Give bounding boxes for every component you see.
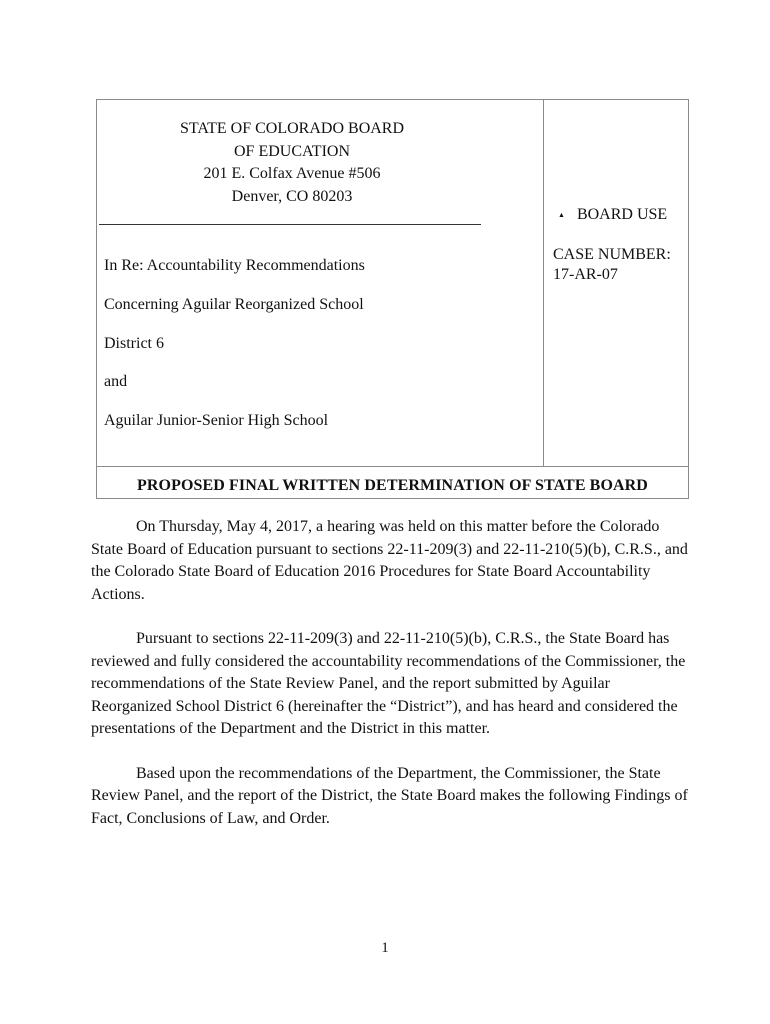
in-re-line-5: Aguilar Junior-Senior High School [104,412,329,430]
board-use-label [558,206,667,224]
document-title: PROPOSED FINAL WRITTEN DETERMINATION OF STATE BOARD [97,466,688,498]
court-city-state-zip: Denver, CO 80203 [231,187,353,205]
board-use-marker: ▲ [558,211,565,220]
case-number-value: 17-AR-07 [553,266,618,283]
court-name-line-1: STATE OF COLORADO BOARD [179,120,405,137]
in-re-line-3: District 6 [104,334,164,352]
paragraph-1: On Thursday, May 4, 2017, a hearing was held on this matter before the Colorado State Board of Education pursuant to sections 22-11-209(3) and 22-11-210(5)(b), C.R.S., and the Colorado State Board of Education 2016 Procedures for State Board Accountability Actions. [91,518,688,603]
document-body [91,516,691,852]
in-re-block [104,255,524,449]
caption-box [96,99,689,499]
paragraph-3: Based upon the recommendations of the Department, the Commissioner, the State Review Panel, and the report of the District, the State Board makes the following Findings of Fact, Conclusions of Law, and Order. [91,764,688,827]
paragraph-2: Pursuant to sections 22-11-209(3) and 22-11-210(5)(b), C.R.S., the State Board has reviewed and fully considered the accountability recommendations of the Commissioner, the recommendations of the State Review Panel, and the report submitted by Aguilar Reorganized School District 6 (hereinafter the “District”), and has heard and considered the presentations of the Department and the District in this matter. [91,630,686,737]
in-re-line-2: Concerning Aguilar Reorganized School [104,295,364,313]
in-re-line-4: and [104,373,128,391]
case-number-label: CASE NUMBER: [553,246,671,263]
board-use-text: BOARD USE [576,206,668,223]
court-name-line-2: OF EDUCATION [234,142,350,160]
caption-divider-line [99,224,481,225]
court-address-block [97,118,487,208]
caption-right-cell [544,100,688,466]
page-number: 1 [381,940,389,956]
court-street-address: 201 E. Colfax Avenue #506 [203,165,381,182]
in-re-line-1: In Re: Accountability Recommendations [104,257,365,274]
case-number-block [553,245,671,285]
caption-left-cell [97,100,544,466]
